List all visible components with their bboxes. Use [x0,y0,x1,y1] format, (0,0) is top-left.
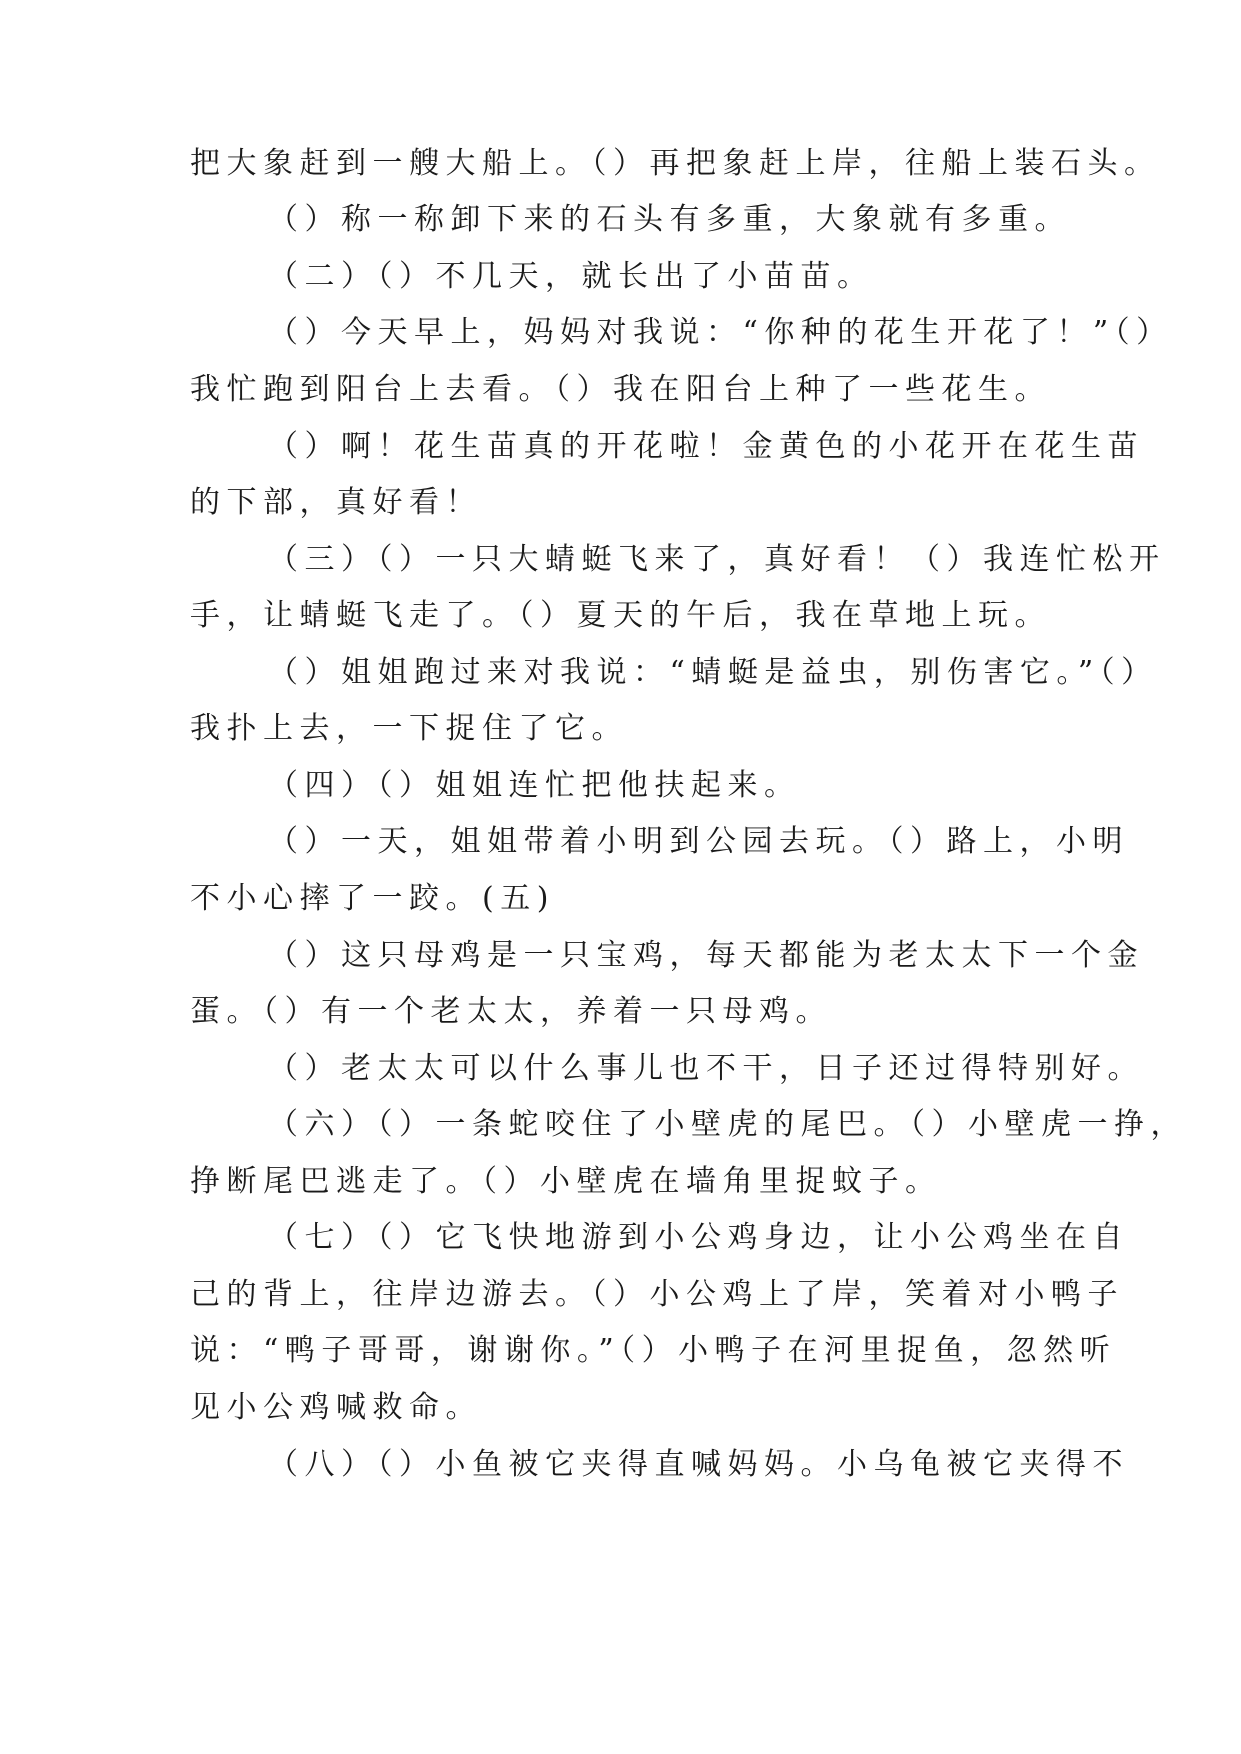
text-line: （）一天，姐姐带着小明到公园去玩。（）路上，小明 [268,824,1129,859]
text-line: （）这只母鸡是一只宝鸡，每天都能为老太太下一个金 [268,938,1144,973]
text-line: （）今天早上，妈妈对我说：“你种的花生开花了！”（） [268,315,1173,350]
text-line: （七）（）它飞快地游到小公鸡身边，让小公鸡坐在自 [268,1220,1129,1255]
text-line: 不小心摔了一跤。(五) [190,881,555,916]
text-line: （）姐姐跑过来对我说：“蜻蜓是益虫，别伤害它。”（） [268,655,1158,690]
text-line: （二）（）不几天，就长出了小苗苗。 [268,259,874,294]
text-line: （）老太太可以什么事儿也不干，日子还过得特别好。 [268,1051,1144,1086]
text-line: （四）（）姐姐连忙把他扶起来。 [268,768,801,803]
text-line: 说：“鸭子哥哥，谢谢你。”（）小鸭子在河里捉鱼，忽然听 [190,1333,1117,1368]
text-line: 蛋。（）有一个老太太，养着一只母鸡。 [190,994,832,1029]
text-line: 的下部，真好看！ [190,485,482,520]
text-line: 我忙跑到阳台上去看。（）我在阳台上种了一些花生。 [190,372,1051,407]
text-line: 把大象赶到一艘大船上。（）再把象赶上岸，往船上装石头。 [190,146,1161,181]
text-line: （六）（）一条蛇咬住了小壁虎的尾巴。（）小壁虎一挣， [268,1107,1187,1142]
text-line: （）称一称卸下来的石头有多重，大象就有多重。 [268,202,1071,237]
text-line: 挣断尾巴逃走了。（）小壁虎在墙角里捉蚊子。 [190,1164,942,1199]
text-line: 手，让蜻蜓飞走了。（）夏天的午后，我在草地上玩。 [190,598,1051,633]
text-line: （三）（）一只大蜻蜓飞来了，真好看！（）我连忙松开 [268,542,1166,577]
text-line: 见小公鸡喊救命。 [190,1390,482,1425]
text-line: 己的背上，往岸边游去。（）小公鸡上了岸，笑着对小鸭子 [190,1277,1124,1312]
text-line: （）啊！花生苗真的开花啦！金黄色的小花开在花生苗 [268,429,1144,464]
text-line: （八）（）小鱼被它夹得直喊妈妈。小乌龟被它夹得不 [268,1447,1129,1482]
text-line: 我扑上去，一下捉住了它。 [190,711,628,746]
